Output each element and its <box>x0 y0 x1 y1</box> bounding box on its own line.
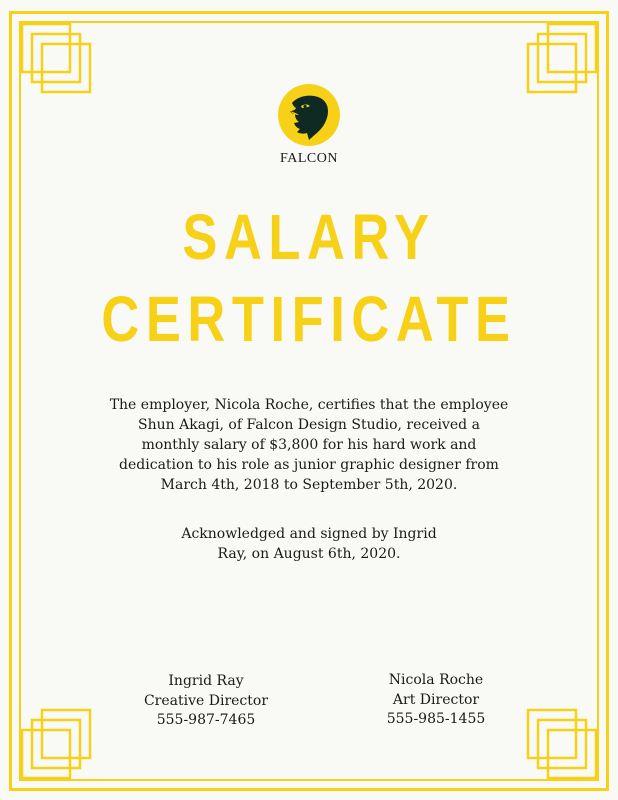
signatory-name: Ingrid Ray <box>168 673 244 689</box>
corner-ornament-bottom-left <box>20 706 94 780</box>
acknowledgement-paragraph <box>170 524 448 564</box>
body-line: dedication to his role as junior graphic designer from <box>119 457 499 473</box>
falcon-head-icon <box>278 84 340 146</box>
signatory-role: Art Director <box>392 691 480 708</box>
signatory-name: Nicola Roche <box>388 672 484 688</box>
signatory-block-left <box>116 672 296 731</box>
body-line: Shun Akagi, of Falcon Design Studio, received a <box>138 417 480 433</box>
corner-ornament-top-right <box>524 22 598 96</box>
acknowledgement-line: Acknowledged and signed by Ingrid <box>181 526 437 542</box>
signatory-role: Creative Director <box>143 692 269 709</box>
certificate-title-line-1: SALARY <box>182 201 436 273</box>
corner-ornament-top-left <box>20 22 94 96</box>
body-line: March 4th, 2018 to September 5th, 2020. <box>160 477 458 493</box>
signatory-phone: 555-987-7465 <box>156 712 256 728</box>
brand-name: FALCON <box>280 151 338 166</box>
corner-ornament-bottom-right <box>524 706 598 780</box>
body-line: The employer, Nicola Roche, certifies that the employee <box>109 397 509 413</box>
certificate-body-paragraph <box>90 395 528 495</box>
signatory-block-right <box>346 671 526 730</box>
certificate-title-line-2: CERTIFICATE <box>101 283 517 355</box>
body-line: monthly salary of $3,800 for his hard work and <box>141 437 477 453</box>
acknowledgement-line: Ray, on August 6th, 2020. <box>217 546 401 562</box>
signatory-phone: 555-985-1455 <box>386 711 486 727</box>
